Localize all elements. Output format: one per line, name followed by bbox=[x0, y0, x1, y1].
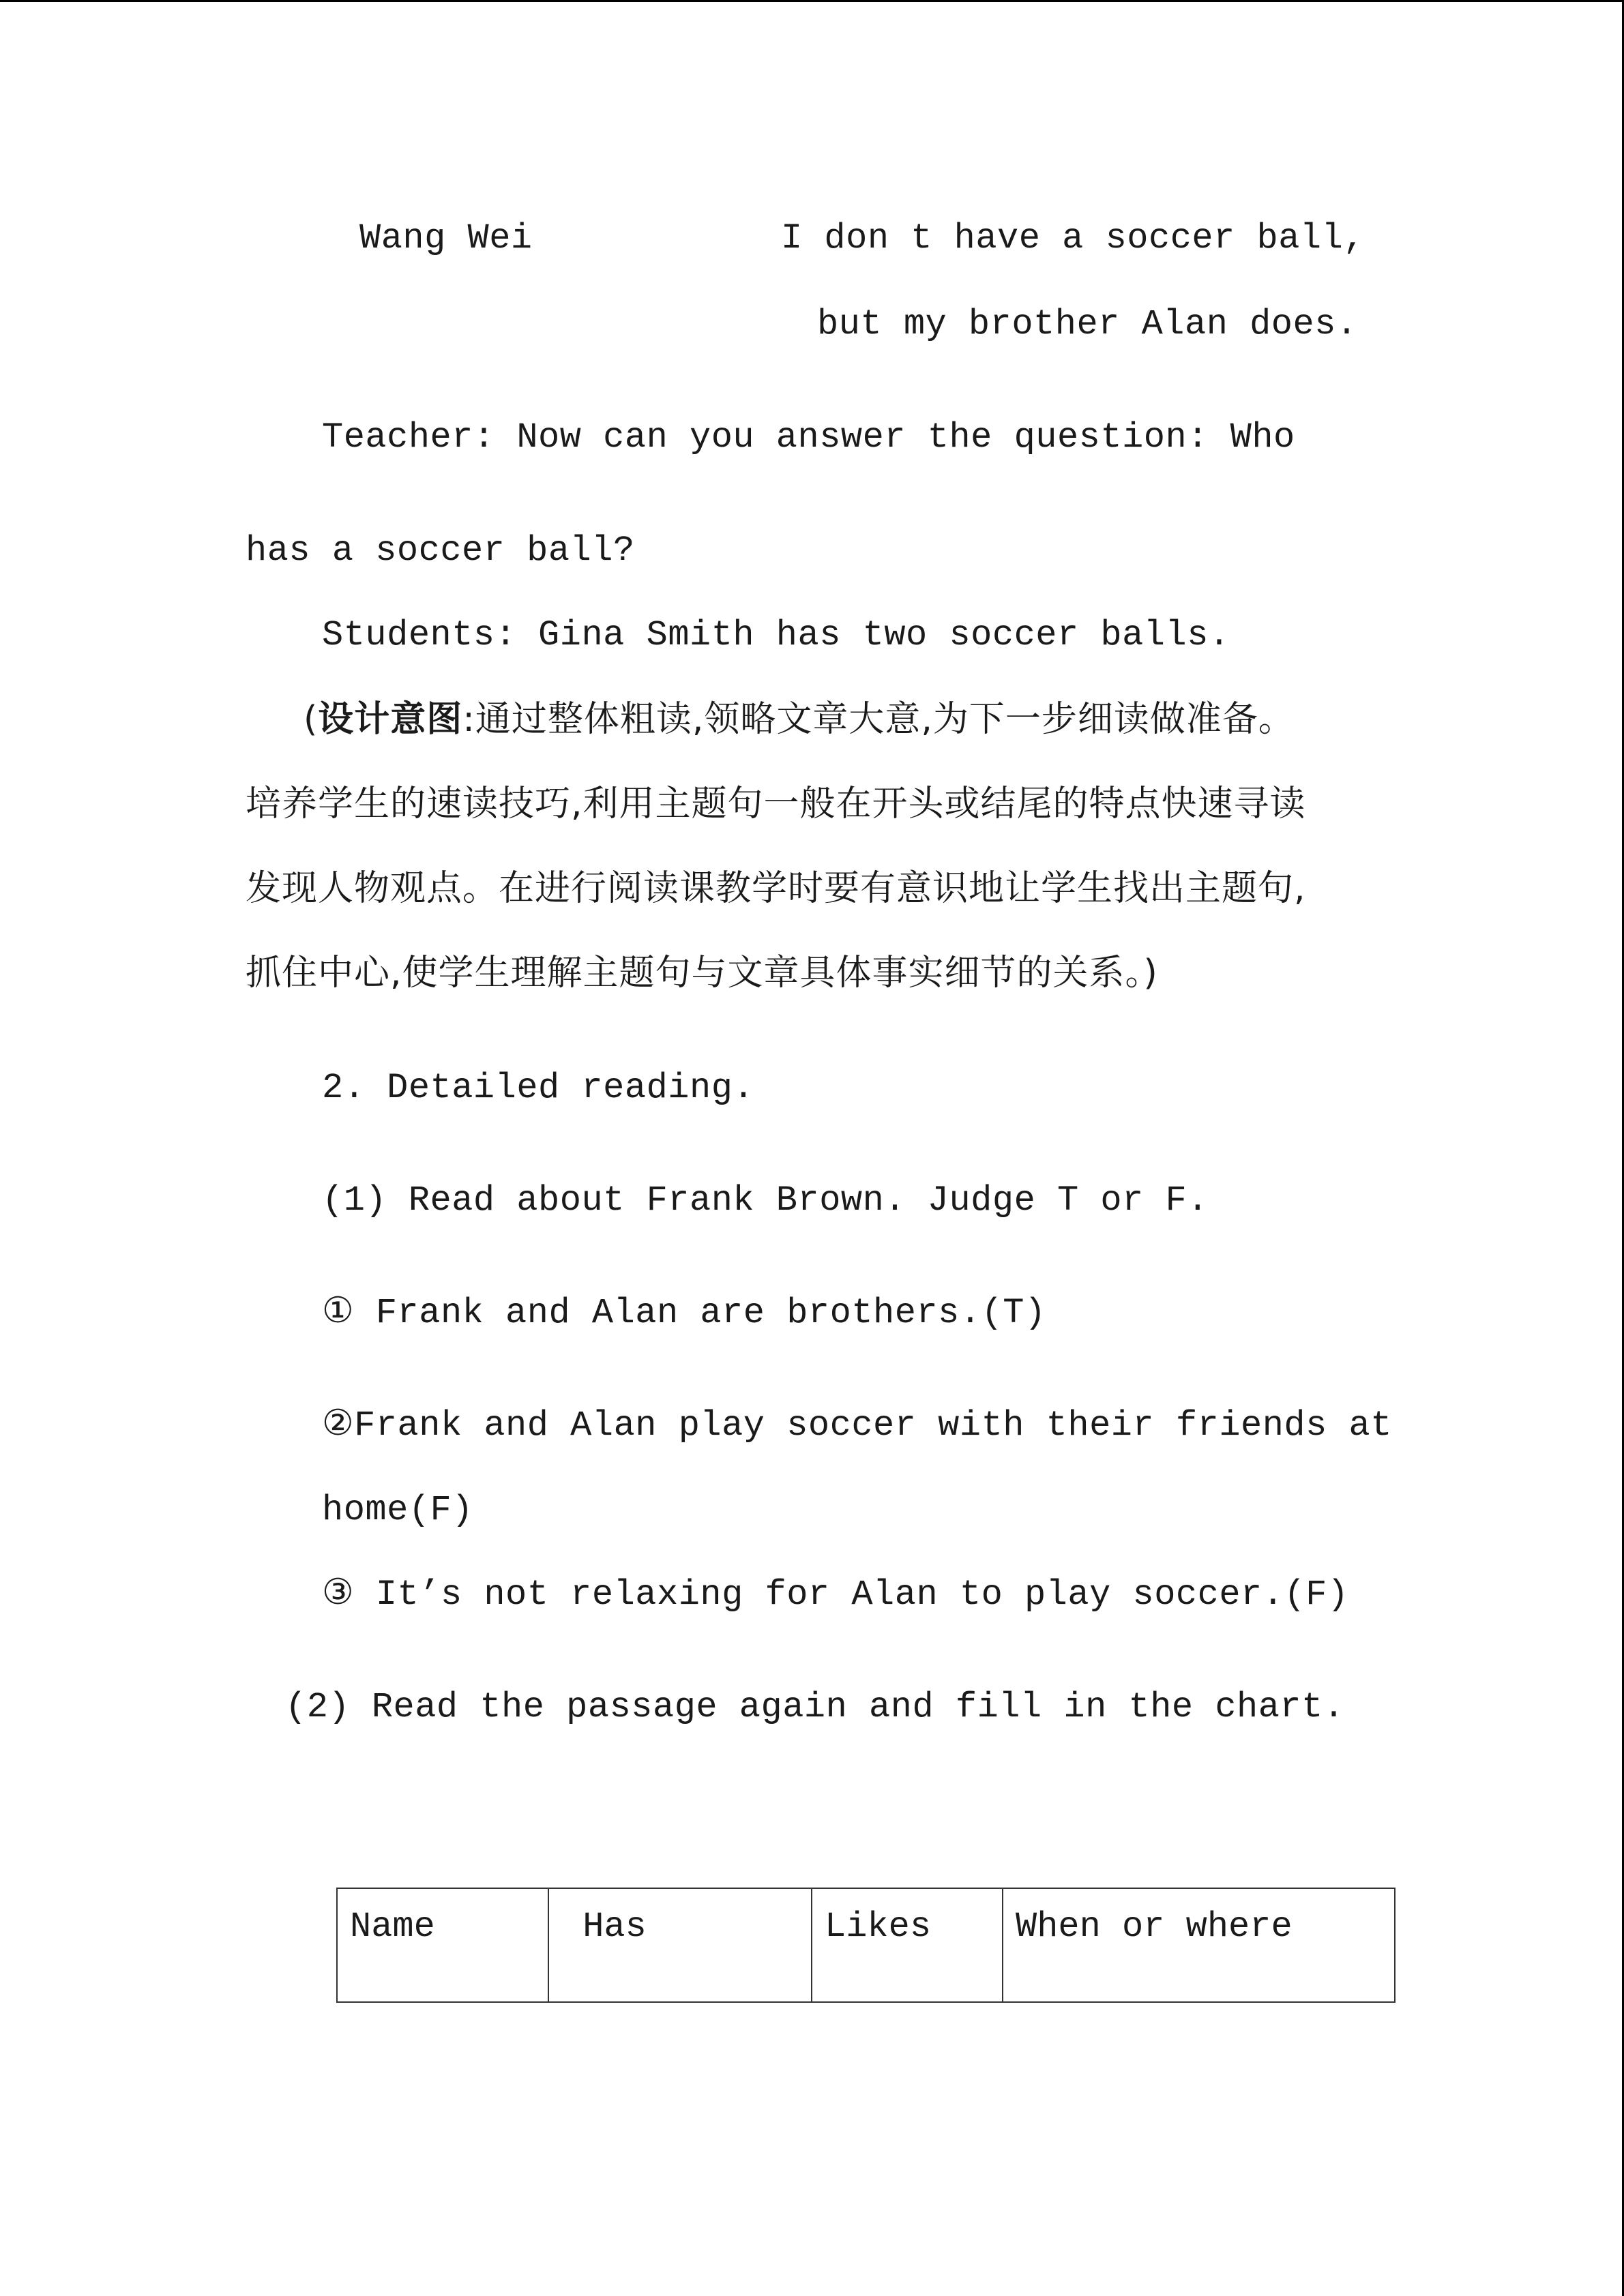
table-header-cell: Has bbox=[548, 1888, 812, 2002]
design-intent-line-3: 发现人物观点。在进行阅读课教学时要有意识地让学生找出主题句, bbox=[246, 868, 1306, 909]
design-intent-label: 设计意图 bbox=[318, 699, 463, 740]
judge-item-2-line-1: ②Frank and Alan play soccer with their friends at bbox=[322, 1405, 1392, 1446]
part-2-instruction: (2) Read the passage again and fill in the chart. bbox=[285, 1687, 1345, 1727]
design-intent-open-paren: ( bbox=[304, 699, 319, 740]
table-header-cell: Likes bbox=[812, 1888, 1003, 2002]
design-intent-line-4: 抓住中心,使学生理解主题句与文章具体事实细节的关系。) bbox=[246, 953, 1158, 994]
dialogue-line-1: I don t have a soccer ball, bbox=[781, 218, 1365, 258]
dialogue-line-2: but my brother Alan does. bbox=[817, 304, 1358, 344]
judge-item-2-line-2: home(F) bbox=[322, 1490, 473, 1530]
teacher-question-line-1: Teacher: Now can you answer the question: Who bbox=[322, 417, 1295, 458]
teacher-question-line-2: has a soccer ball? bbox=[246, 531, 635, 571]
table-header-cell: When or where bbox=[1003, 1888, 1395, 2002]
table-header-cell: Name bbox=[337, 1888, 548, 2002]
detailed-reading-heading: 2. Detailed reading. bbox=[322, 1068, 755, 1108]
design-intent-line-1 bbox=[304, 698, 1295, 741]
part-1-instruction: (1) Read about Frank Brown. Judge T or F. bbox=[322, 1180, 1209, 1221]
design-intent-line-1-text: :通过整体粗读,领略文章大意,为下一步细读做准备。 bbox=[462, 699, 1295, 740]
page-border-top bbox=[0, 0, 1624, 2]
design-intent-line-2: 培养学生的速读技巧,利用主题句一般在开头或结尾的特点快速寻读 bbox=[246, 784, 1306, 824]
judge-item-1: ① Frank and Alan are brothers.(T) bbox=[322, 1293, 1046, 1333]
judge-item-3: ③ It’s not relaxing for Alan to play soccer.(F) bbox=[322, 1575, 1349, 1615]
speaker-name: Wang Wei bbox=[359, 218, 533, 258]
fill-in-chart-table bbox=[336, 1888, 1396, 2003]
table-header-row bbox=[337, 1888, 1395, 2002]
students-answer: Students: Gina Smith has two soccer balls. bbox=[322, 615, 1230, 655]
